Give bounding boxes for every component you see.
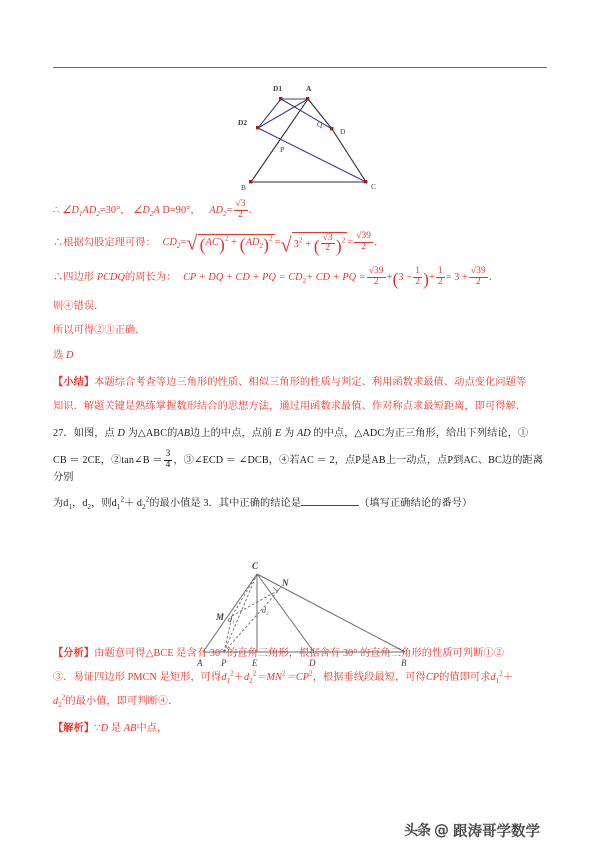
analysis-text-2c: 的值即可求 (439, 672, 491, 684)
fraction-denominator: 2 (238, 209, 243, 220)
figure1-label-b: B (241, 183, 247, 192)
analysis-cp-sup: 2 (309, 670, 313, 678)
sqrt-expr-2: √ $3^2$ + ( $\frac{√3}{2}$ )$^2$ (280, 232, 346, 256)
summary-tag: 【小结】 (53, 376, 95, 388)
therefore-symbol-1: ∴ (53, 204, 60, 216)
watermark (404, 818, 584, 842)
pf3-num: 1 (437, 266, 443, 277)
solution-line-5: 所以可得②③正确． (53, 325, 146, 337)
pf1-den: 2 (373, 276, 379, 287)
analysis-line-3 (53, 695, 547, 710)
q27-t4: 为 (284, 427, 295, 439)
q27-d1b-sub: 1 (116, 503, 121, 511)
angle-d1ad2-value: =30° (99, 204, 121, 216)
q27-tan-den: 4 (165, 460, 171, 471)
equals-a: = (180, 237, 187, 249)
pf3-den: 2 (437, 276, 443, 287)
choose-text: 选 (53, 350, 64, 362)
angle-d2ad-value: D=90° (162, 204, 191, 216)
explain-tag: 【解析】 (53, 722, 95, 734)
q27-t5: 的中点，△ADC为正三角形，给出下列结论，① (313, 427, 529, 439)
q27-d-f: （填写正确结论的番号） (359, 497, 473, 509)
figure2-label-d: D (309, 658, 316, 668)
q27-d-e: 的最小值是 3．其中正确的结论是 (149, 497, 302, 509)
angle-d1ad2-sub1: 1 (78, 210, 83, 218)
perimeter-cd-sub: 2 (302, 277, 307, 285)
paren-close: ) (423, 269, 430, 290)
perimeter-expr-2: + CD + PQ = (306, 271, 366, 283)
perimeter-expr-1: CP + DQ + CD + PQ = CD (183, 271, 303, 283)
solution-line-3 (53, 267, 547, 288)
figure1-label-c: C (371, 182, 377, 191)
therefore-symbol-3: ∴ (53, 271, 64, 283)
question27-line-3 (53, 495, 547, 512)
fraction-numerator: √3 (235, 199, 246, 209)
analysis-cp-label: CP (425, 672, 440, 684)
period-3: ． (488, 271, 500, 283)
q27-t3: 边上的中点，点前 (190, 427, 273, 439)
q27-d2-sup: 2 (145, 496, 150, 504)
analysis-l3-d: d (53, 695, 59, 707)
analysis-eq-cp: ＝CP (285, 672, 310, 684)
pf4-num: √39 (470, 266, 486, 277)
equals-final: = 3 + (445, 271, 468, 283)
quad-text-pre: 四边形 (63, 271, 95, 283)
solution-line-1 (53, 200, 547, 221)
analysis-l3-sub: 2 (58, 701, 62, 709)
figure2-label-d2: d₂ (262, 606, 269, 615)
pythagorean-text: 根据勾股定理可得： (63, 237, 156, 249)
analysis-d1b: d (490, 672, 496, 684)
analysis-l3-sup: 2 (61, 694, 66, 702)
q27-t2: 为△ABC的 (127, 427, 178, 439)
perimeter-fraction-4 (469, 267, 488, 288)
therefore-symbol-2: ∴ (53, 237, 64, 249)
summary-line-1 (53, 376, 547, 391)
question27-line-2 (53, 450, 547, 485)
page-top-rule (53, 67, 547, 68)
plus-2: + (429, 271, 435, 283)
q27-point-d: D (117, 427, 125, 439)
analysis-eq-mn: ＝MN (256, 672, 283, 684)
analysis-d1: d (221, 672, 227, 684)
solution-line-2 (53, 232, 547, 255)
explain-line-1 (53, 722, 547, 737)
pf2-num: 1 (415, 266, 421, 277)
analysis-text-2a: ③．易证四边形 PMCN 是矩形，可得 (53, 672, 222, 684)
analysis-tag: 【分析】 (53, 648, 95, 660)
angle-d2ad-b: A (153, 204, 160, 216)
analysis-mn-sup: 2 (282, 670, 286, 678)
figure-triangle-2 (183, 556, 433, 674)
watermark-account: 跟涛哥学数学 (453, 823, 540, 840)
fraction-sqrt3-over-2 (234, 200, 248, 221)
q27-seg-ab: AB (177, 427, 191, 439)
cd2-sub: 2 (176, 243, 181, 251)
explain-text-mid: 是 (110, 722, 122, 734)
result-denominator: 2 (361, 242, 367, 253)
answer-letter: D (65, 350, 74, 362)
analysis-plus-1: ＋ (233, 672, 244, 684)
equals-b: = (274, 237, 281, 249)
period-1: ． (248, 204, 259, 216)
quad-name-pcdq: PCDQ (96, 271, 125, 283)
perimeter-fraction-1 (367, 267, 386, 288)
watermark-at-symbol: @ (434, 821, 449, 839)
summary-text-1: 本题综合考查等边三角形的性质、相似三角形的性质与判定、利用函数求最值、动点变化问题等 (94, 376, 527, 388)
pf4-den: 2 (475, 276, 481, 287)
watermark-logo: 头条 (404, 823, 430, 839)
pf1-num: √39 (368, 266, 384, 277)
q27-cond-a: CB ＝ 2CE，②tan∠B ＝ (53, 455, 163, 467)
q27-cond-b: ，③∠ECD ＝ ∠DCB，④若AC ＝ 2，点P是AB上一动点，点P到AC、BC边的距离分别 (53, 455, 544, 483)
figure1-label-p: P (280, 145, 285, 154)
analysis-plus-2: ＋ (502, 672, 514, 684)
cd2-label: CD (162, 237, 177, 249)
angle-d1ad2-sub2: 2 (96, 210, 100, 218)
q27-d-c: ，则d (91, 497, 117, 509)
q27-d1-sub: 1 (68, 503, 73, 511)
question27-line-1 (53, 427, 547, 442)
q27-t1: 如图，点 (73, 427, 115, 439)
perimeter-fraction-2 (413, 267, 422, 288)
figure2-label-e: E (252, 658, 258, 668)
angle-d2ad-sub: 2 (149, 210, 154, 218)
figure1-label-q: Q (317, 120, 323, 129)
solution-line-4: 则④错误． (53, 300, 105, 312)
explain-ab-label: AB (123, 722, 137, 734)
figure2-label-c: C (252, 561, 259, 571)
figure2-label-d1: d₁ (228, 615, 235, 624)
perimeter-fraction-3 (436, 267, 445, 288)
explain-text-end: 中点， (136, 722, 168, 734)
q27-d2-sub: 2 (87, 503, 92, 511)
analysis-l3-text: 的最小值，即可判断④． (65, 695, 179, 707)
q27-seg-ad: AD (296, 427, 311, 439)
analysis-text-1: 由题意可得△BCE 是含有 30° 的直角三角形，根据含有 30° 的直角三角形的性质可判断①② (94, 648, 505, 660)
quad-text-post: 的周长为： (124, 271, 177, 283)
pf2-den: 2 (415, 276, 421, 287)
analysis-d1-sub: 1 (226, 678, 231, 686)
period-2: ． (374, 237, 385, 249)
figure2-label-m: M (216, 612, 225, 622)
figure2-label-p: P (221, 658, 227, 668)
q27-tan-num: 3 (165, 449, 171, 460)
fraction-sqrt39-over-2 (354, 232, 373, 253)
q27-d-b: ，d (72, 497, 88, 509)
figure2-label-a: A (197, 658, 203, 668)
q27-d2b-sub: 2 (142, 503, 146, 511)
figure1-label-d1: D1 (273, 84, 283, 93)
q27-d-a: 为d (53, 497, 69, 509)
angle-d1ad2-b: AD (82, 204, 97, 216)
analysis-d2-sub: 2 (249, 678, 253, 686)
q27-tan-fraction (164, 450, 173, 471)
question27-number: 27． (53, 427, 74, 439)
paren-open: ( (392, 269, 399, 290)
because-symbol: ∵ (94, 722, 101, 734)
ad2-label: AD (209, 204, 224, 216)
angle-d2ad-a: ∠D (133, 204, 150, 216)
analysis-text-2b: ，根据垂线段最短，可得 (312, 672, 426, 684)
ad2-equals: = (226, 204, 233, 216)
comma-2: ， (190, 204, 201, 216)
analysis-d2-sup: 2 (252, 670, 257, 678)
plus-1: + (386, 271, 393, 283)
q27-d-d: ＋ d (124, 497, 143, 509)
ad2-sub: 2 (223, 210, 227, 218)
comma-1: ， (120, 204, 131, 216)
solution-line-6 (53, 349, 547, 364)
q27-d1-sup: 2 (120, 496, 124, 504)
angle-d1ad2-a: ∠D (62, 204, 79, 216)
sqrt-expr-1: √ $(AC)^2 + (AD_2)^2$ (186, 232, 273, 255)
figure1-label-d: D (340, 127, 346, 136)
explain-d-label: D (100, 722, 109, 734)
analysis-d1b-sup: 2 (499, 670, 503, 678)
equals-c: = (347, 237, 354, 249)
analysis-d1-sup: 2 (230, 670, 234, 678)
q27-point-e: E (275, 427, 282, 439)
summary-line-2: 知识．解题关键是熟练掌握数形结合的思想方法，通过用函数求最值、作对称点求最短距离，即可得解． (53, 400, 527, 412)
figure1-label-d2: D2 (238, 118, 248, 127)
answer-blank[interactable] (301, 495, 359, 506)
analysis-d2: d (243, 672, 250, 684)
figure2-label-b: B (401, 658, 407, 668)
result-numerator: √39 (356, 231, 372, 242)
analysis-d1b-sub: 1 (495, 678, 500, 686)
figure1-label-a: A (306, 84, 312, 93)
figure2-label-n: N (282, 578, 289, 588)
three-minus: 3 − (398, 271, 413, 283)
